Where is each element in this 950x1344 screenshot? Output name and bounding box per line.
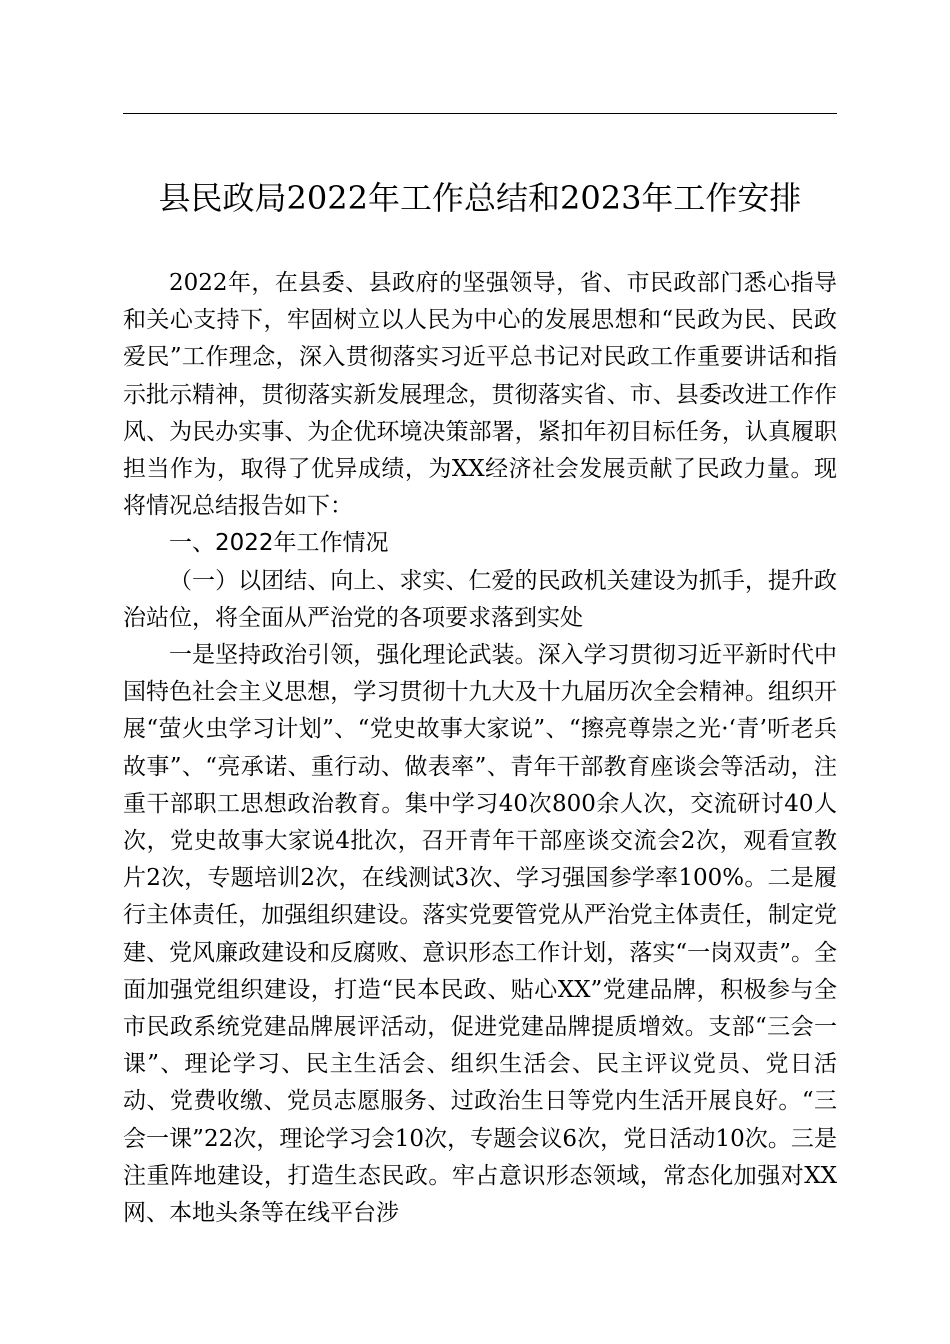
- subsection-heading: （一）以团结、向上、求实、仁爱的民政机关建设为抓手，提升政治站位，将全面从严治党的各项要求落到实处: [123, 567, 837, 631]
- section-heading: 一、2022年工作情况: [169, 530, 389, 557]
- intro-paragraph: 2022年，在县委、县政府的坚强领导，省、市民政部门悉心指导和关心支持下，牢固树立以人民为中心的发展思想和“民政为民、民政爱民”工作理念，深入贯彻落实习近平总书记对民政工作重要讲话和指示批示精神，贯彻落实新发展理念，贯彻落实省、市、县委改进工作作风、为民办实事、为企优环境决策部署，紧扣年初目标任务，认真履职担当作为，取得了优异成绩，为XX经济社会发展贡献了民政力量。现将情况总结报告如下：: [123, 270, 837, 520]
- header-rule: [123, 113, 837, 114]
- document-title: 县民政局2022年工作总结和2023年工作安排: [158, 179, 802, 217]
- document-body: [123, 265, 837, 1232]
- body-paragraph: 一是坚持政治引领，强化理论武装。深入学习贯彻习近平新时代中国特色社会主义思想，学习贯彻十九大及十九届历次全会精神。组织开展“萤火虫学习计划”、“党史故事大家说”、“擦亮尊崇之光·‘青’听老兵故事”、“亮承诺、重行动、做表率”、青年干部教育座谈会等活动，注重干部职工思想政治教育。集中学习40次800余人次，交流研讨40人次，党史故事大家说4批次，召开青年干部座谈交流会2次，观看宣教片2次，专题培训2次，在线测试3次、学习强国参学率100%。二是履行主体责任，加强组织建设。落实党要管党从严治党主体责任，制定党建、党风廉政建设和反腐败、意识形态工作计划，落实“一岗双责”。全面加强党组织建设，打造“民本民政、贴心XX”党建品牌，积极参与全市民政系统党建品牌展评活动，促进党建品牌提质增效。支部“三会一课”、理论学习、民主生活会、组织生活会、民主评议党员、党日活动、党费收缴、党员志愿服务、过政治生日等党内生活开展良好。“三会一课”22次，理论学习会10次，专题会议6次，党日活动10次。三是注重阵地建设，打造生态民政。牢占意识形态领域，常态化加强对XX网、本地头条等在线平台涉: [123, 642, 837, 1227]
